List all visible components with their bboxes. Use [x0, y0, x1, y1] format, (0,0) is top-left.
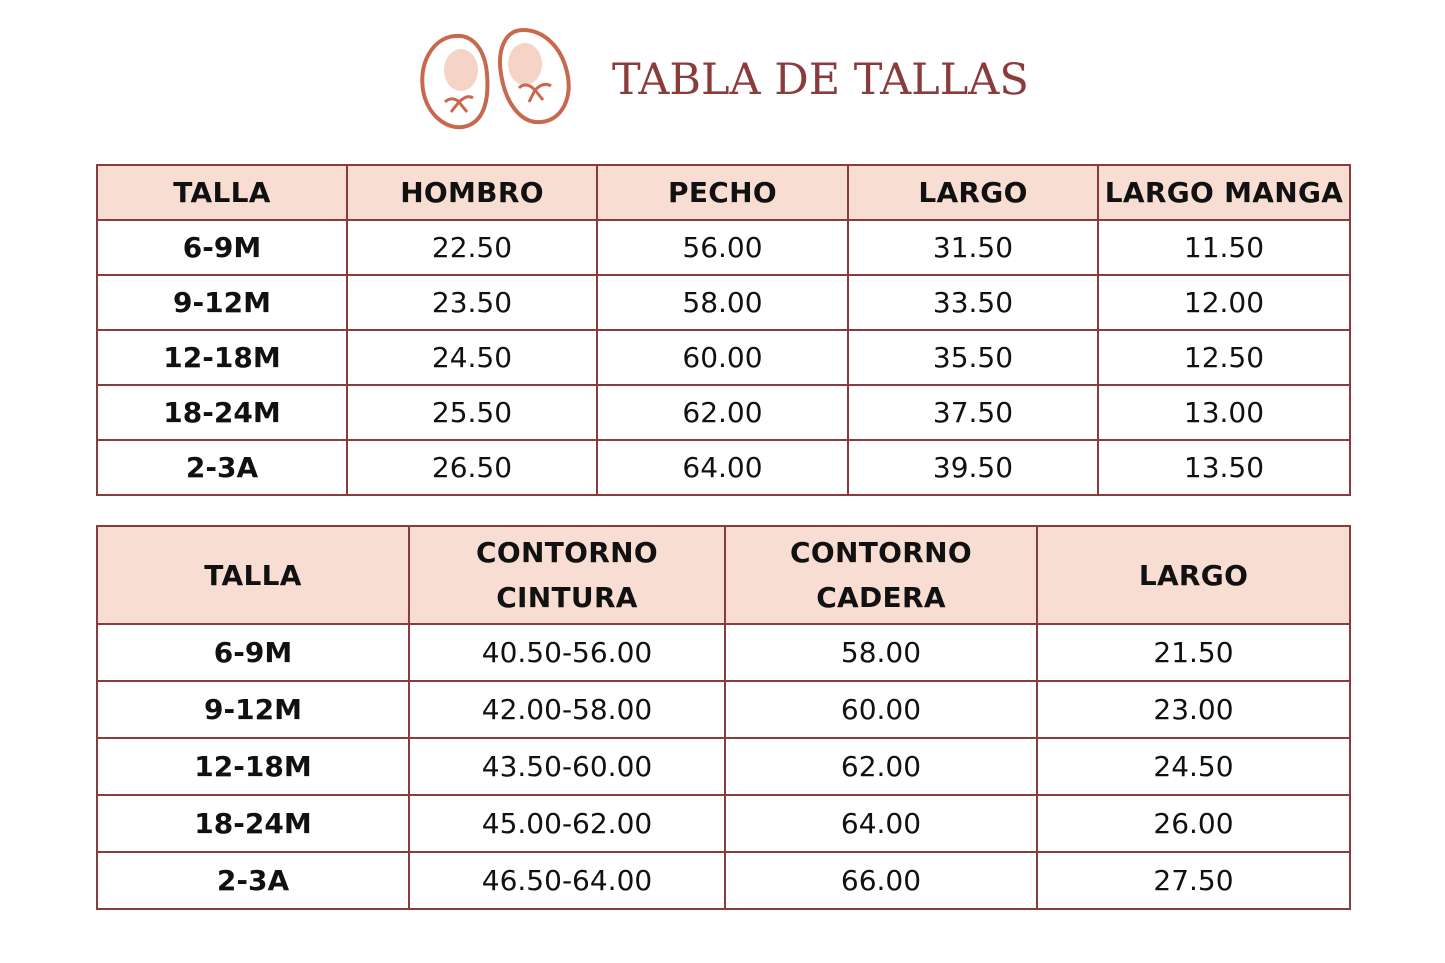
- table-cell: 33.50: [848, 275, 1098, 330]
- table-cell: 58.00: [597, 275, 848, 330]
- top-size-table: [96, 164, 1351, 496]
- table-row: [97, 738, 1350, 795]
- table-cell: 25.50: [347, 385, 597, 440]
- column-header-line: CINTURA: [496, 581, 638, 614]
- table-cell: 35.50: [848, 330, 1098, 385]
- table-row: [97, 624, 1350, 681]
- size-cell: 18-24M: [97, 795, 409, 852]
- table-cell: 26.00: [1037, 795, 1350, 852]
- table-cell: 13.00: [1098, 385, 1350, 440]
- baby-shoes-icon: [415, 24, 580, 136]
- table-cell: 21.50: [1037, 624, 1350, 681]
- column-header-line: CONTORNO: [476, 536, 658, 569]
- table-cell: 43.50-60.00: [409, 738, 725, 795]
- table-row: [97, 795, 1350, 852]
- table-cell: 24.50: [1037, 738, 1350, 795]
- size-cell: 9-12M: [97, 681, 409, 738]
- table-cell: 11.50: [1098, 220, 1350, 275]
- size-cell: 18-24M: [97, 385, 347, 440]
- table-cell: 26.50: [347, 440, 597, 495]
- table-header-row: [97, 165, 1350, 220]
- table-cell: 13.50: [1098, 440, 1350, 495]
- table-row: [97, 220, 1350, 275]
- table-cell: 58.00: [725, 624, 1037, 681]
- column-header: [725, 526, 1037, 624]
- column-header: PECHO: [597, 165, 848, 220]
- size-cell: 6-9M: [97, 220, 347, 275]
- table-cell: 46.50-64.00: [409, 852, 725, 909]
- table-cell: 66.00: [725, 852, 1037, 909]
- table-cell: 62.00: [725, 738, 1037, 795]
- table-cell: 42.00-58.00: [409, 681, 725, 738]
- table-cell: 64.00: [597, 440, 848, 495]
- table-cell: 40.50-56.00: [409, 624, 725, 681]
- table-cell: 56.00: [597, 220, 848, 275]
- table-cell: 64.00: [725, 795, 1037, 852]
- table-cell: 37.50: [848, 385, 1098, 440]
- size-cell: 6-9M: [97, 624, 409, 681]
- table-cell: 24.50: [347, 330, 597, 385]
- table-cell: 31.50: [848, 220, 1098, 275]
- column-header: [409, 526, 725, 624]
- table-header-row: [97, 526, 1350, 624]
- table-row: [97, 852, 1350, 909]
- table-cell: 12.50: [1098, 330, 1350, 385]
- column-header-line: CONTORNO: [790, 536, 972, 569]
- table-cell: 22.50: [347, 220, 597, 275]
- column-header-line: CADERA: [816, 581, 946, 614]
- table-row: [97, 330, 1350, 385]
- table-row: [97, 681, 1350, 738]
- column-header: LARGO MANGA: [1098, 165, 1350, 220]
- table-cell: 60.00: [725, 681, 1037, 738]
- column-header: TALLA: [97, 165, 347, 220]
- size-cell: 12-18M: [97, 738, 409, 795]
- table-cell: 23.00: [1037, 681, 1350, 738]
- column-header-line: LARGO: [1138, 558, 1249, 592]
- column-header: [1037, 526, 1350, 624]
- bottom-size-table: [96, 525, 1351, 910]
- size-cell: 9-12M: [97, 275, 347, 330]
- column-header: HOMBRO: [347, 165, 597, 220]
- table-cell: 27.50: [1037, 852, 1350, 909]
- column-header: LARGO: [848, 165, 1098, 220]
- table-row: [97, 275, 1350, 330]
- table-cell: 12.00: [1098, 275, 1350, 330]
- table-cell: 23.50: [347, 275, 597, 330]
- page-title: TABLA DE TALLAS: [612, 55, 1029, 105]
- table-row: [97, 385, 1350, 440]
- column-header: [97, 526, 409, 624]
- table-row: [97, 440, 1350, 495]
- table-cell: 39.50: [848, 440, 1098, 495]
- page-header: [0, 0, 1445, 150]
- size-cell: 12-18M: [97, 330, 347, 385]
- size-cell: 2-3A: [97, 440, 347, 495]
- table-cell: 62.00: [597, 385, 848, 440]
- table-cell: 45.00-62.00: [409, 795, 725, 852]
- column-header-line: TALLA: [204, 558, 302, 592]
- size-cell: 2-3A: [97, 852, 409, 909]
- table-cell: 60.00: [597, 330, 848, 385]
